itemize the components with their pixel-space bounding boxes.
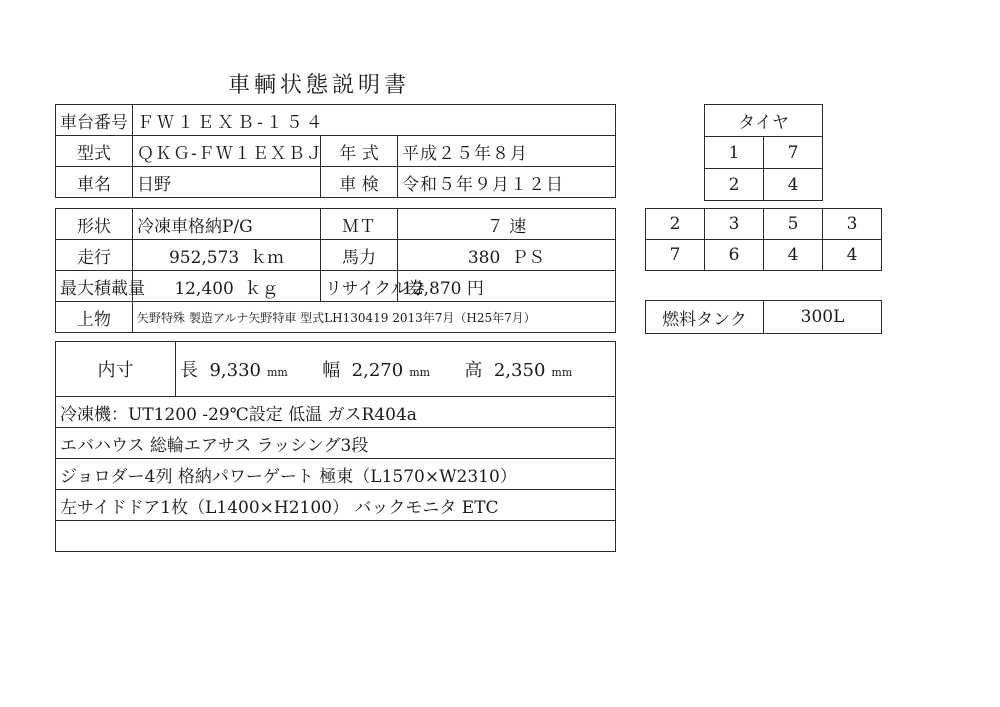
fuel-value: 300L xyxy=(764,301,882,334)
note-line xyxy=(56,521,616,552)
mt-value: ７ 速 xyxy=(398,209,616,240)
model-label: 型式 xyxy=(56,136,133,167)
tire-cell: 4 xyxy=(823,240,882,271)
body-label: 上物 xyxy=(56,302,133,333)
note-line: ジョロダー4列 格納パワーゲート 極東（L1570×W2310） xyxy=(56,459,616,490)
tire-cell: 4 xyxy=(764,169,823,201)
chassis-number: ＦＷ１ＥＸＢ-１５４ xyxy=(133,105,616,136)
tire-cell: 7 xyxy=(646,240,705,271)
note-line: エバハウス 総輪エアサス ラッシング3段 xyxy=(56,428,616,459)
tire-cell: 7 xyxy=(764,137,823,169)
width-label: 幅 xyxy=(322,360,341,381)
fuel-label: 燃料タンク xyxy=(646,301,764,334)
tire-cell: 3 xyxy=(823,209,882,240)
model-value: ＱＫＧ-ＦＷ１ＥＸＢＪ xyxy=(133,136,321,167)
width-unit: mm xyxy=(409,366,431,379)
tire-cell: 3 xyxy=(705,209,764,240)
mileage-label: 走行 xyxy=(56,240,133,271)
tire-cell: 6 xyxy=(705,240,764,271)
year-value: 平成２５年８月 xyxy=(398,136,616,167)
mt-label: ＭＴ xyxy=(321,209,398,240)
length-value: 9,330 xyxy=(209,360,261,381)
basic-info-table xyxy=(55,104,616,198)
interior-dimensions xyxy=(176,342,616,397)
length-unit: mm xyxy=(266,366,288,379)
mileage-unit: ｋｍ xyxy=(250,247,285,268)
name-label: 車名 xyxy=(56,167,133,198)
recycle-label: リサイクル券 xyxy=(321,271,398,302)
height-unit: mm xyxy=(551,366,573,379)
note-line: 左サイドドア1枚（L1400×H2100） バックモニタ ETC xyxy=(56,490,616,521)
length-label: 長 xyxy=(180,360,198,381)
load-label: 最大積載量 xyxy=(56,271,133,302)
note-line: 冷凍機：UT1200 -29℃設定 低温 ガスR404a xyxy=(56,397,616,428)
chassis-label: 車台番号 xyxy=(56,105,133,136)
body-value: 矢野特殊 製造アルナ矢野特車 型式LH130419 2013年7月（H25年7月） xyxy=(133,302,616,333)
tire-rear-table xyxy=(645,208,882,271)
tire-cell: 1 xyxy=(705,137,764,169)
width-value: 2,270 xyxy=(351,360,404,381)
power-unit: ＰＳ xyxy=(511,247,546,268)
inspection-value: 令和５年９月１２日 xyxy=(398,167,616,198)
tire-front-table xyxy=(704,104,823,201)
shape-value: 冷凍車格納P/G xyxy=(133,209,321,240)
height-label: 高 xyxy=(464,360,483,381)
document-title: 車輌状態説明書 xyxy=(228,73,411,98)
tire-cell: 4 xyxy=(764,240,823,271)
load-value: 12,400 xyxy=(174,278,234,299)
power-value: 380 xyxy=(467,247,501,268)
load-unit: ｋｇ xyxy=(244,278,279,299)
shape-label: 形状 xyxy=(56,209,133,240)
tire-cell: 2 xyxy=(646,209,705,240)
interior-notes-table xyxy=(55,341,616,552)
inspection-label: 車 検 xyxy=(321,167,398,198)
interior-label: 内寸 xyxy=(56,342,176,397)
height-value: 2,350 xyxy=(493,360,546,381)
tire-cell: 2 xyxy=(705,169,764,201)
fuel-table xyxy=(645,300,882,334)
recycle-value: 12,870 円 xyxy=(398,271,616,302)
mileage-value: 952,573 xyxy=(168,247,240,268)
tire-label: タイヤ xyxy=(705,105,823,137)
year-label: 年 式 xyxy=(321,136,398,167)
tire-cell: 5 xyxy=(764,209,823,240)
power-label: 馬力 xyxy=(321,240,398,271)
name-value: 日野 xyxy=(133,167,321,198)
specs-table xyxy=(55,208,616,333)
